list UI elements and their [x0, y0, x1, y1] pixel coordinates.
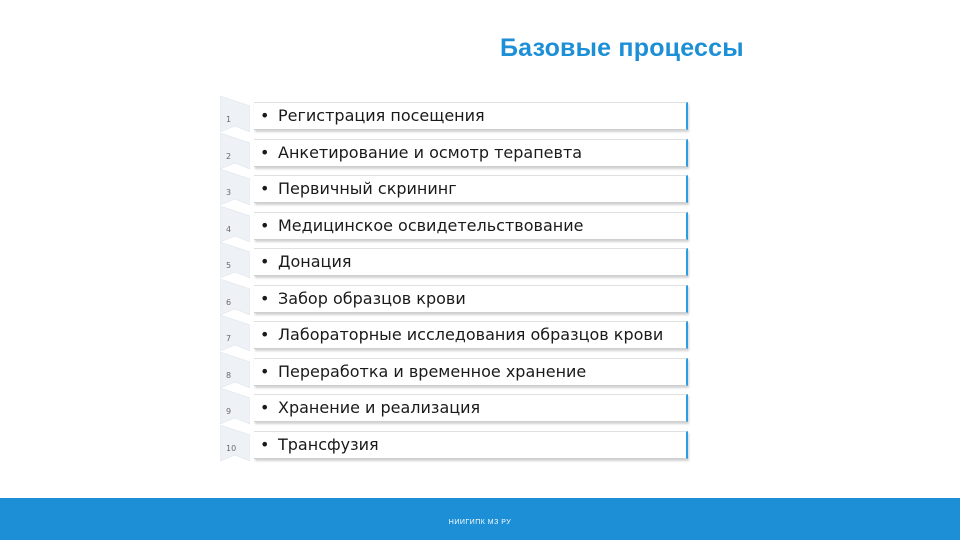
- process-step: [220, 431, 690, 461]
- footer-text: НИИГИПК МЗ РУ: [448, 519, 512, 526]
- step-chevron-icon: [220, 425, 250, 461]
- slide-title: [420, 34, 860, 63]
- process-step: [220, 212, 690, 242]
- step-number: 3: [226, 188, 232, 197]
- step-box: [254, 212, 688, 240]
- step-label-text: Лабораторные исследования образцов крови: [278, 325, 664, 344]
- step-label: [260, 252, 351, 271]
- step-number: 5: [226, 261, 232, 270]
- bullet-icon: •: [260, 215, 270, 235]
- bullet-icon: •: [260, 325, 270, 344]
- process-step: [220, 175, 690, 205]
- step-box: [254, 139, 688, 167]
- bullet-icon: •: [260, 434, 270, 454]
- step-box: [254, 248, 688, 276]
- bullet-icon: •: [260, 361, 270, 381]
- step-label-text: Трансфузия: [278, 434, 379, 454]
- step-chevron-icon: [220, 96, 250, 132]
- step-number: 2: [226, 151, 232, 161]
- bullet-icon: •: [260, 106, 270, 125]
- step-number: 6: [226, 297, 232, 307]
- step-label-text: Анкетирование и осмотр терапевта: [278, 142, 583, 162]
- step-label: [260, 216, 583, 235]
- step-label: [260, 179, 457, 198]
- step-box: [254, 394, 688, 422]
- step-label: [260, 325, 663, 344]
- step-label-text: Регистрация посещения: [278, 106, 485, 125]
- process-step: [220, 285, 690, 315]
- step-box: [254, 321, 688, 349]
- step-label: [260, 289, 466, 308]
- step-box: [254, 285, 688, 313]
- step-chevron-icon: [220, 352, 250, 388]
- step-number: 9: [226, 407, 232, 416]
- step-number: 4: [226, 224, 232, 234]
- process-step: [220, 139, 690, 169]
- step-number: 1: [226, 115, 232, 124]
- step-box: [254, 358, 688, 386]
- step-chevron-icon: [220, 206, 250, 242]
- bullet-icon: •: [260, 252, 270, 271]
- step-number: 10: [226, 443, 237, 453]
- step-label-text: Первичный скрининг: [278, 179, 457, 198]
- process-step: [220, 102, 690, 132]
- slide-title-text: Базовые процессы: [500, 34, 744, 62]
- bullet-icon: •: [260, 398, 270, 417]
- bullet-icon: •: [260, 288, 270, 308]
- footer-bar: [0, 498, 960, 540]
- bullet-icon: •: [260, 142, 270, 162]
- step-label: [260, 143, 582, 162]
- step-label-text: Переработка и временное хранение: [278, 361, 587, 381]
- step-label-text: Хранение и реализация: [278, 398, 481, 417]
- step-chevron-icon: [220, 169, 250, 205]
- step-label: [260, 106, 485, 125]
- step-label-text: Медицинское освидетельствование: [278, 215, 584, 235]
- process-step: [220, 248, 690, 278]
- step-chevron-icon: [220, 133, 250, 169]
- step-label-text: Забор образцов крови: [278, 288, 466, 308]
- step-chevron-icon: [220, 315, 250, 351]
- bullet-icon: •: [260, 179, 270, 198]
- process-step: [220, 321, 690, 351]
- step-number: 7: [226, 334, 232, 343]
- step-box: [254, 175, 688, 203]
- process-step: [220, 394, 690, 424]
- step-label: [260, 362, 586, 381]
- step-number: 8: [226, 370, 232, 380]
- step-chevron-icon: [220, 388, 250, 424]
- step-box: [254, 431, 688, 459]
- step-chevron-icon: [220, 242, 250, 278]
- step-chevron-icon: [220, 279, 250, 315]
- step-label: [260, 398, 480, 417]
- step-box: [254, 102, 688, 130]
- step-label-text: Донация: [278, 252, 352, 271]
- step-label: [260, 435, 379, 454]
- process-step: [220, 358, 690, 388]
